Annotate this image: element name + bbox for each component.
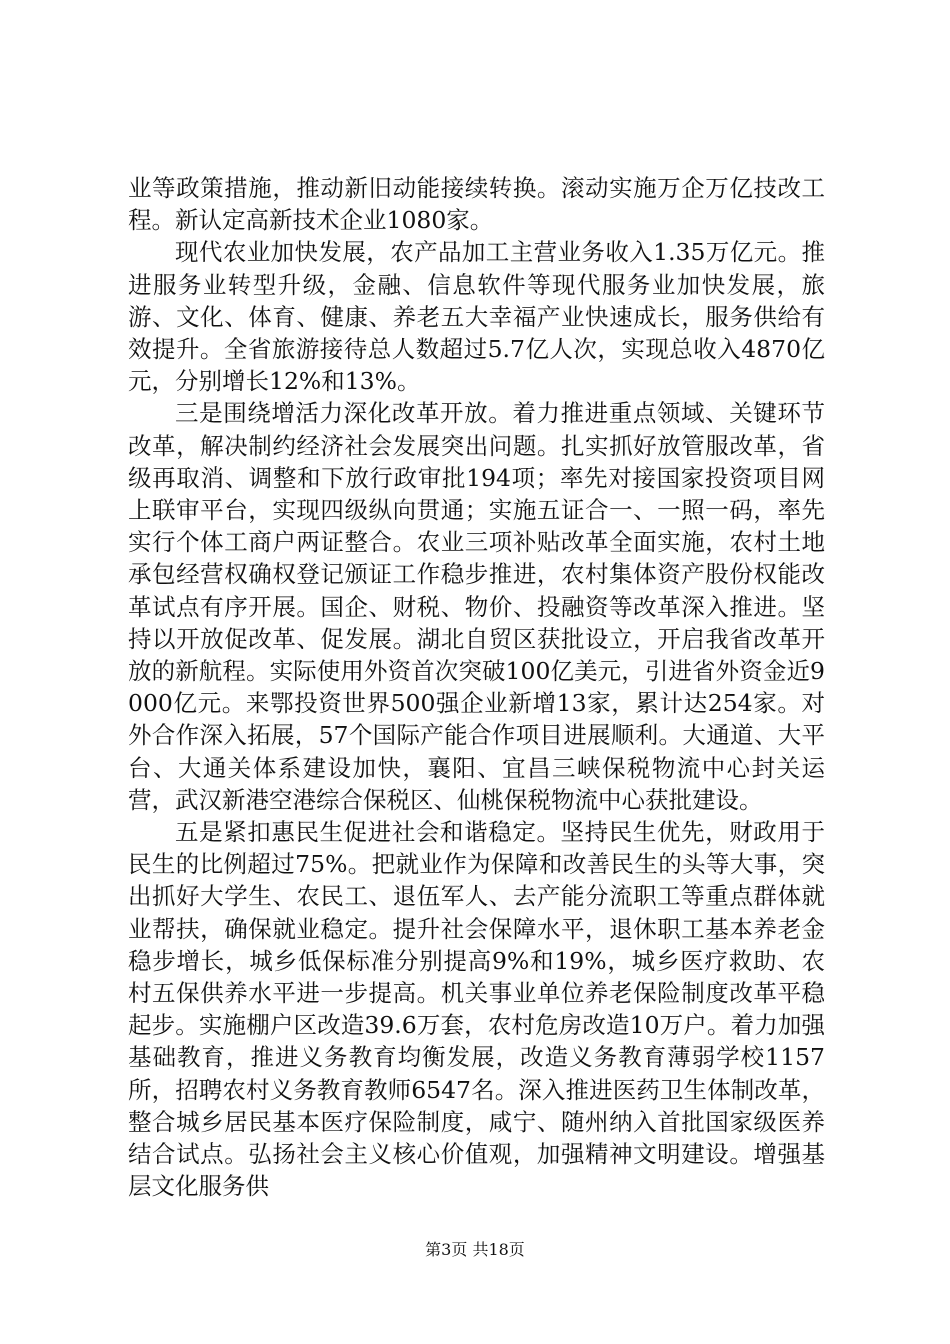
paragraph-modern-agriculture: 现代农业加快发展，农产品加工主营业务收入1.35万亿元。推进服务业转型升级，金融、信息软件等现代服务业加快发展，旅游、文化、体育、健康、养老五大幸福产业快速成长，服务供给有效提升。全省旅游接待总人数超过5.7亿人次，实现总收入4870亿元，分别增长12%和13%。 bbox=[128, 238, 825, 396]
page-number-footer: 第3页 共18页 bbox=[425, 1240, 525, 1259]
document-body bbox=[128, 172, 825, 1203]
paragraph-reform-opening: 三是围绕增活力深化改革开放。着力推进重点领域、关键环节改革，解决制约经济社会发展突出问题。扎实抓好放管服改革，省级再取消、调整和下放行政审批194项；率先对接国家投资项目网上联审平台，实现四级纵向贯通；实施五证合一、一照一码，率先实行个体工商户两证整合。农业三项补贴改革全面实施，农村土地承包经营权确权登记颁证工作稳步推进，农村集体资产股份权能改革试点有序开展。国企、财税、物价、投融资等改革深入推进。坚持以开放促改革、促发展。湖北自贸区获批设立，开启我省改革开放的新航程。实际使用外资首次突破100亿美元，引进省外资金近9000亿元。来鄂投资世界500强企业新增13家，累计达254家。对外合作深入拓展，57个国际产能合作项目进展顺利。大通道、大平台、大通关体系建设加快，襄阳、宜昌三峡保税物流中心封关运营，武汉新港空港综合保税区、仙桃保税物流中心获批建设。 bbox=[128, 399, 825, 814]
paragraph-continuation: 业等政策措施，推动新旧动能接续转换。滚动实施万企万亿技改工程。新认定高新技术企业1080家。 bbox=[128, 174, 825, 235]
paragraph-livelihood: 五是紧扣惠民生促进社会和谐稳定。坚持民生优先，财政用于民生的比例超过75%。把就业作为保障和改善民生的头等大事，突出抓好大学生、农民工、退伍军人、去产能分流职工等重点群体就业帮扶，确保就业稳定。提升社会保障水平，退休职工基本养老金稳步增长，城乡低保标准分别提高9%和19%，城乡医疗救助、农村五保供养水平进一步提高。机关事业单位养老保险制度改革平稳起步。实施棚户区改造39.6万套，农村危房改造10万户。着力加强基础教育，推进义务教育均衡发展，改造义务教育薄弱学校1157所，招聘农村义务教育教师6547名。深入推进医药卫生体制改革，整合城乡居民基本医疗保险制度，咸宁、随州纳入首批国家级医养结合试点。弘扬社会主义核心价值观，加强精神文明建设。增强基层文化服务供 bbox=[128, 818, 825, 1201]
